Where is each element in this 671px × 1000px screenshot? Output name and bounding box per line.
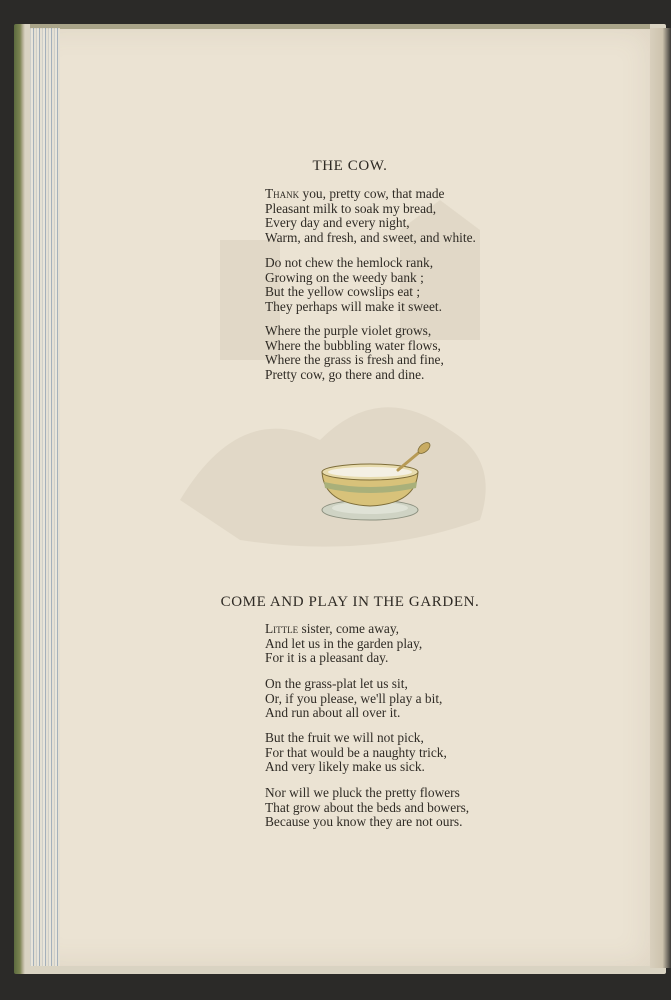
- poem-stanza: [265, 622, 422, 666]
- poem-line: Every day and every night,: [265, 215, 410, 231]
- drop-word: Little: [265, 621, 299, 636]
- poem-line: Where the grass is fresh and fine,: [265, 352, 444, 368]
- poem-line: Pleasant milk to soak my bread,: [265, 200, 437, 216]
- poem-line: That grow about the beds and bowers,: [265, 799, 470, 815]
- poem-line: Do not chew the hemlock rank,: [265, 255, 434, 270]
- poem-line: [265, 622, 422, 637]
- poem-line: Or, if you please, we'll play a bit,: [265, 690, 443, 706]
- poem-line: They perhaps will make it sweet.: [265, 298, 443, 314]
- bowl-of-milk-with-spoon-icon: [318, 442, 434, 526]
- poem-line: Because you know they are not ours.: [265, 814, 463, 830]
- poem-stanza: [265, 677, 442, 721]
- poem-line: And very likely make us sick.: [265, 759, 425, 775]
- poem-stanza: [265, 731, 447, 775]
- poem-line: But the fruit we will not pick,: [265, 730, 424, 745]
- poem-line: Pretty cow, go there and dine.: [265, 366, 425, 382]
- poem-line: For it is a pleasant day.: [265, 650, 389, 666]
- poem-line: And run about all over it.: [265, 705, 401, 721]
- drop-word: Thank: [265, 186, 300, 201]
- poem-stanza: [265, 256, 442, 314]
- poem-line: And let us in the garden play,: [265, 635, 423, 651]
- poem-line: Where the purple violet grows,: [265, 323, 432, 338]
- poem-title-come-and-play: COME AND PLAY IN THE GARDEN.: [220, 594, 480, 610]
- poem-line: For that would be a naughty trick,: [265, 744, 447, 760]
- poem-line: Nor will we pluck the pretty flowers: [265, 785, 460, 800]
- poem-stanza: [265, 187, 476, 245]
- poem-line: On the grass-plat let us sit,: [265, 676, 408, 691]
- page-top-edge: [30, 24, 650, 29]
- poem-line-text: sister, come away,: [298, 621, 400, 636]
- poem-title-the-cow: THE COW.: [312, 158, 388, 174]
- poem-stanza: [265, 786, 469, 830]
- poem-line: Growing on the weedy bank ;: [265, 269, 424, 285]
- poem-line: Where the bubbling water flows,: [265, 337, 441, 353]
- poem-line: Warm, and fresh, and sweet, and white.: [265, 229, 476, 245]
- poem-stanza: [265, 324, 444, 382]
- poem-line-text: you, pretty cow, that made: [299, 186, 445, 201]
- poem-line: But the yellow cowslips eat ;: [265, 284, 421, 300]
- poem-line: [265, 187, 476, 202]
